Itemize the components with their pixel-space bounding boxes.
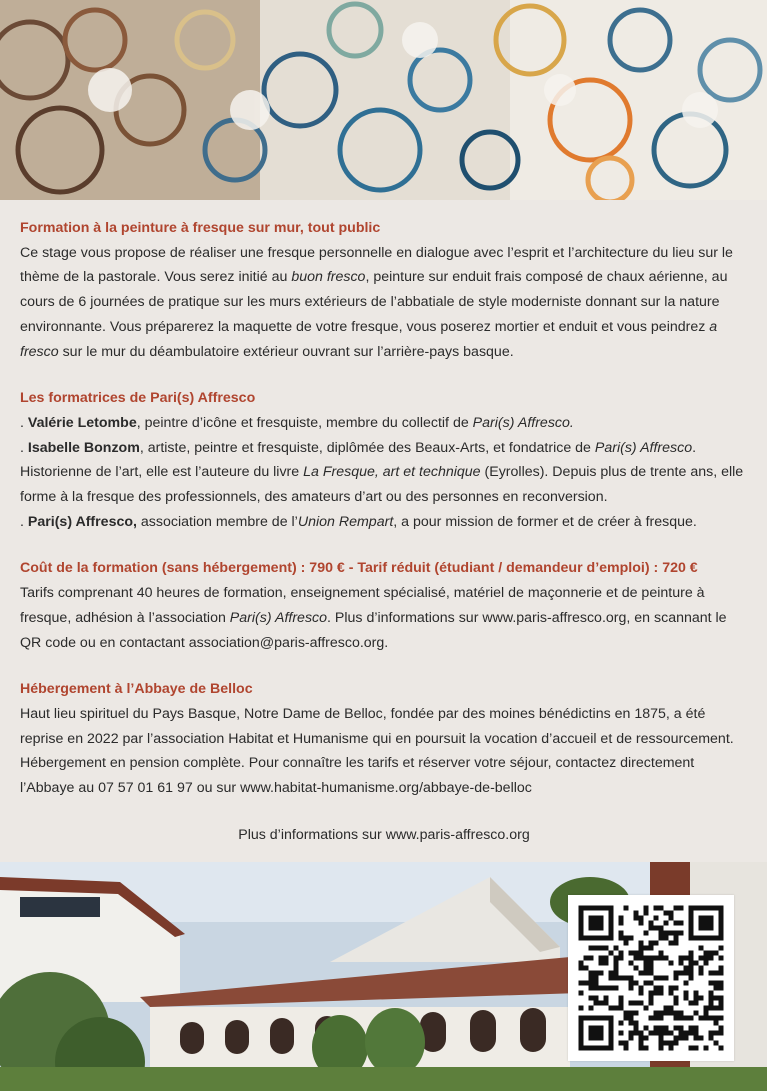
section-cout — [20, 556, 748, 655]
asso-text-1: association membre de l’ — [136, 513, 298, 530]
fresco-painting-banner — [0, 0, 767, 200]
isabelle-name: Isabelle Bonzom — [27, 439, 140, 456]
cout-text-1: Tarifs comprenant 40 heures de formation, enseignement spécialisé, matériel de maçonnerie et de peinture à fresque, adhésion à l’association — [20, 585, 705, 626]
asso-em: Union Rempart — [297, 513, 394, 530]
bullet-dot: . — [20, 414, 28, 431]
formation-em-2: a fresco — [20, 318, 718, 360]
section-formatrices — [20, 386, 748, 534]
formation-text-1: Ce stage vous propose de réaliser une fresque personnelle en dialogue avec l’esprit et l’architecture du lieu sur le thème de la pastorale. Vous serez initié au — [20, 244, 733, 286]
formation-text-2: , peinture sur enduit frais composé de chaux aérienne, au cours de 6 journées de pratique sur les murs extérieurs de l’abbatiale de style moderniste donnant sur la nature environnante. Vous préparerez la maquette de votre fresque, vous poserez mortier et enduit et vous peindrez — [20, 269, 728, 335]
formation-em-1: buon fresco — [291, 269, 366, 286]
qr-code-icon — [568, 895, 734, 1061]
isabelle-text-1: , artiste, peintre et fresquiste, diplômée des Beaux-Arts, et fondatrice de — [139, 439, 595, 456]
asso-name: Pari(s) Affresco, — [27, 513, 137, 530]
bullet-dot: . — [20, 513, 28, 530]
section-hebergement — [20, 677, 748, 801]
valerie-em: Pari(s) Affresco. — [472, 414, 574, 431]
isabelle-em-1: Pari(s) Affresco — [594, 439, 693, 456]
cout-paragraph — [20, 581, 748, 655]
asso-text-2: , a pour mission de former et de créer à fresque. — [393, 513, 697, 530]
formation-paragraph — [20, 241, 748, 365]
hebergement-paragraph: Haut lieu spirituel du Pays Basque, Notre Dame de Belloc, fondée par des moines bénédictins en 1875, a été reprise en 2022 par l’association Habitat et Humanisme qui en poursuit la vocation d’accueil et de ressourcement. Hébergement en pension complète. Pour connaître les tarifs et réserver votre séjour, contactez directement l’Abbaye au 07 57 01 61 97 ou sur www.habitat-humanisme.org/abbaye-de-belloc — [20, 705, 734, 797]
formatrices-heading: Les formatrices de Pari(s) Affresco — [20, 390, 256, 407]
cout-em: Pari(s) Affresco — [229, 609, 328, 626]
isabelle-text-3: (Eyrolles). Depuis plus de trente ans, elle forme à la fresque des professionnels, des amateurs d’art ou des personnes en reconversion. — [20, 464, 744, 506]
formation-heading: Formation à la peinture à fresque sur mur, tout public — [20, 220, 381, 236]
isabelle-text-2: . Historienne de l’art, elle est l’auteure du livre — [20, 439, 697, 481]
bullet-dot: . — [20, 439, 28, 456]
formation-text-3: sur le mur du déambulatoire extérieur ouvrant sur l’arrière-pays basque. — [58, 343, 514, 360]
formatrice-valerie — [20, 411, 748, 436]
abstract-fresco-painting-icon — [0, 0, 767, 200]
cout-heading: Coût de la formation (sans hébergement) : 790 € - Tarif réduit (étudiant / demandeur d’emploi) : 720 € — [20, 560, 698, 577]
content-area — [20, 216, 748, 847]
formatrice-isabelle — [20, 436, 748, 510]
valerie-text: , peintre d’icône et fresquiste, membre du collectif de — [136, 414, 473, 431]
section-formation — [20, 216, 748, 364]
association-paris-affresco — [20, 510, 748, 535]
valerie-name: Valérie Letombe — [27, 414, 137, 431]
hebergement-heading: Hébergement à l’Abbaye de Belloc — [20, 681, 253, 698]
more-info-line: Plus d’informations sur www.paris-affresco.org — [238, 826, 530, 843]
isabelle-em-2: La Fresque, art et technique — [303, 464, 481, 481]
cout-text-2: . Plus d’informations sur www.paris-affresco.org, en scannant le QR code ou en contactant association@paris-affresco.org. — [20, 609, 727, 651]
qr-code-card[interactable] — [568, 895, 734, 1061]
